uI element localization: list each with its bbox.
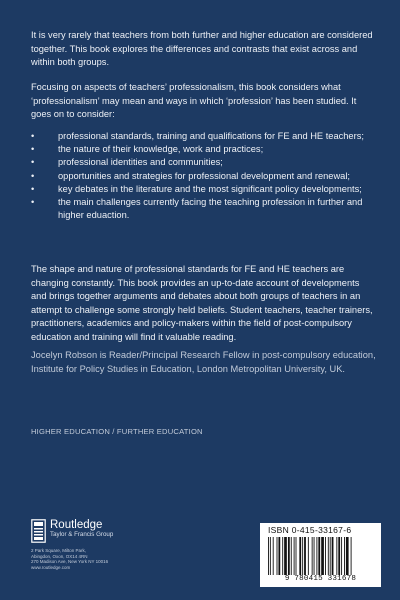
- intro-paragraph: It is very rarely that teachers from both further and higher education are considered together. This book explores the differences and contrasts that exist across and within both groups.: [31, 30, 373, 68]
- barcode-bar: [344, 537, 345, 575]
- list-item: • the nature of their knowledge, work and practices;: [31, 143, 376, 156]
- barcode-bar: [282, 537, 283, 575]
- barcode-bar: [316, 537, 317, 575]
- publisher-block: [31, 519, 161, 570]
- isbn-label: ISBN 0-415-33167-6: [268, 525, 352, 535]
- address-line: Abingdon, Oxon, OX14 4RN: [31, 553, 88, 559]
- barcode-icon: [266, 537, 375, 575]
- routledge-logo-icon: [31, 519, 46, 543]
- publisher-group: Taylor & Francis Group: [50, 531, 114, 538]
- list-item: • professional standards, training and qualifications for FE and HE teachers;: [31, 130, 376, 143]
- barcode-bar: [321, 537, 324, 575]
- barcode-bar: [268, 537, 269, 575]
- barcode-bar: [278, 537, 280, 575]
- barcode-bar: [273, 537, 274, 575]
- barcode-bar: [341, 537, 342, 575]
- barcode-bar: [288, 537, 290, 575]
- author-bio: Jocelyn Robson is Reader/Principal Research Fellow in post-compulsory education, Institute for Policy Studies in Education, London Metropolitan University, UK.: [31, 350, 376, 374]
- barcode-bar: [308, 537, 309, 575]
- barcode-bar: [346, 537, 349, 575]
- barcode-bar: [312, 537, 313, 575]
- list-item: • opportunities and strategies for professional development and renewal;: [31, 170, 376, 183]
- barcode-bar: [284, 537, 287, 575]
- barcode-bar: [270, 537, 271, 575]
- barcode-bar: [351, 537, 352, 575]
- barcode-bar: [277, 537, 278, 575]
- barcode-bar: [302, 537, 303, 575]
- barcode-bar: [296, 537, 297, 575]
- barcode-bar: [304, 537, 306, 575]
- list-item: • the main challenges currently facing the teaching profession in further and higher eduaction.: [31, 196, 376, 222]
- barcode-bar: [299, 537, 301, 575]
- description-paragraph: The shape and nature of professional standards for FE and HE teachers are changing constantly. This book provides an up-to-date account of developments and brings together arguments and debates about both groups of teachers in an attempt to challenge some strongly held beliefs. Student teachers, teacher trainers, practitioners, academics and policy-makers within the field of post-compulsory education and training will find it valuable reading.: [31, 264, 373, 342]
- address-line: 270 Madison Ave, New York NY 10016: [31, 559, 109, 565]
- focus-paragraph: Focusing on aspects of teachers’ professionalism, this book considers what ‘professionalism’ may mean and ways in which ‘profession’ has been studied. It goes on to consider:: [31, 82, 357, 120]
- barcode-bar: [332, 537, 334, 575]
- barcode-bar: [336, 537, 337, 575]
- barcode-bar: [330, 537, 331, 575]
- topics-list: [31, 130, 376, 222]
- barcode-bar: [314, 537, 315, 575]
- subject-category: HIGHER EDUCATION / FURTHER EDUCATION: [31, 427, 203, 436]
- address-line: 2 Park Square, Milton Park,: [31, 548, 87, 553]
- list-item: • professional identities and communities;: [31, 156, 376, 169]
- barcode-bar: [294, 537, 295, 575]
- barcode-bar: [325, 537, 326, 575]
- list-item: • key debates in the literature and the most significant policy developments;: [31, 183, 376, 196]
- isbn-barcode-panel: [260, 523, 381, 587]
- address-line: www.routledge.com: [31, 564, 71, 570]
- barcode-bar: [328, 537, 329, 575]
- barcode-bar: [291, 537, 292, 575]
- barcode-number: 9 780415 331678: [284, 575, 357, 583]
- publisher-name: Routledge: [50, 519, 103, 531]
- publisher-address: [31, 548, 161, 570]
- barcode-bar: [338, 537, 340, 575]
- barcode-bar: [318, 537, 320, 575]
